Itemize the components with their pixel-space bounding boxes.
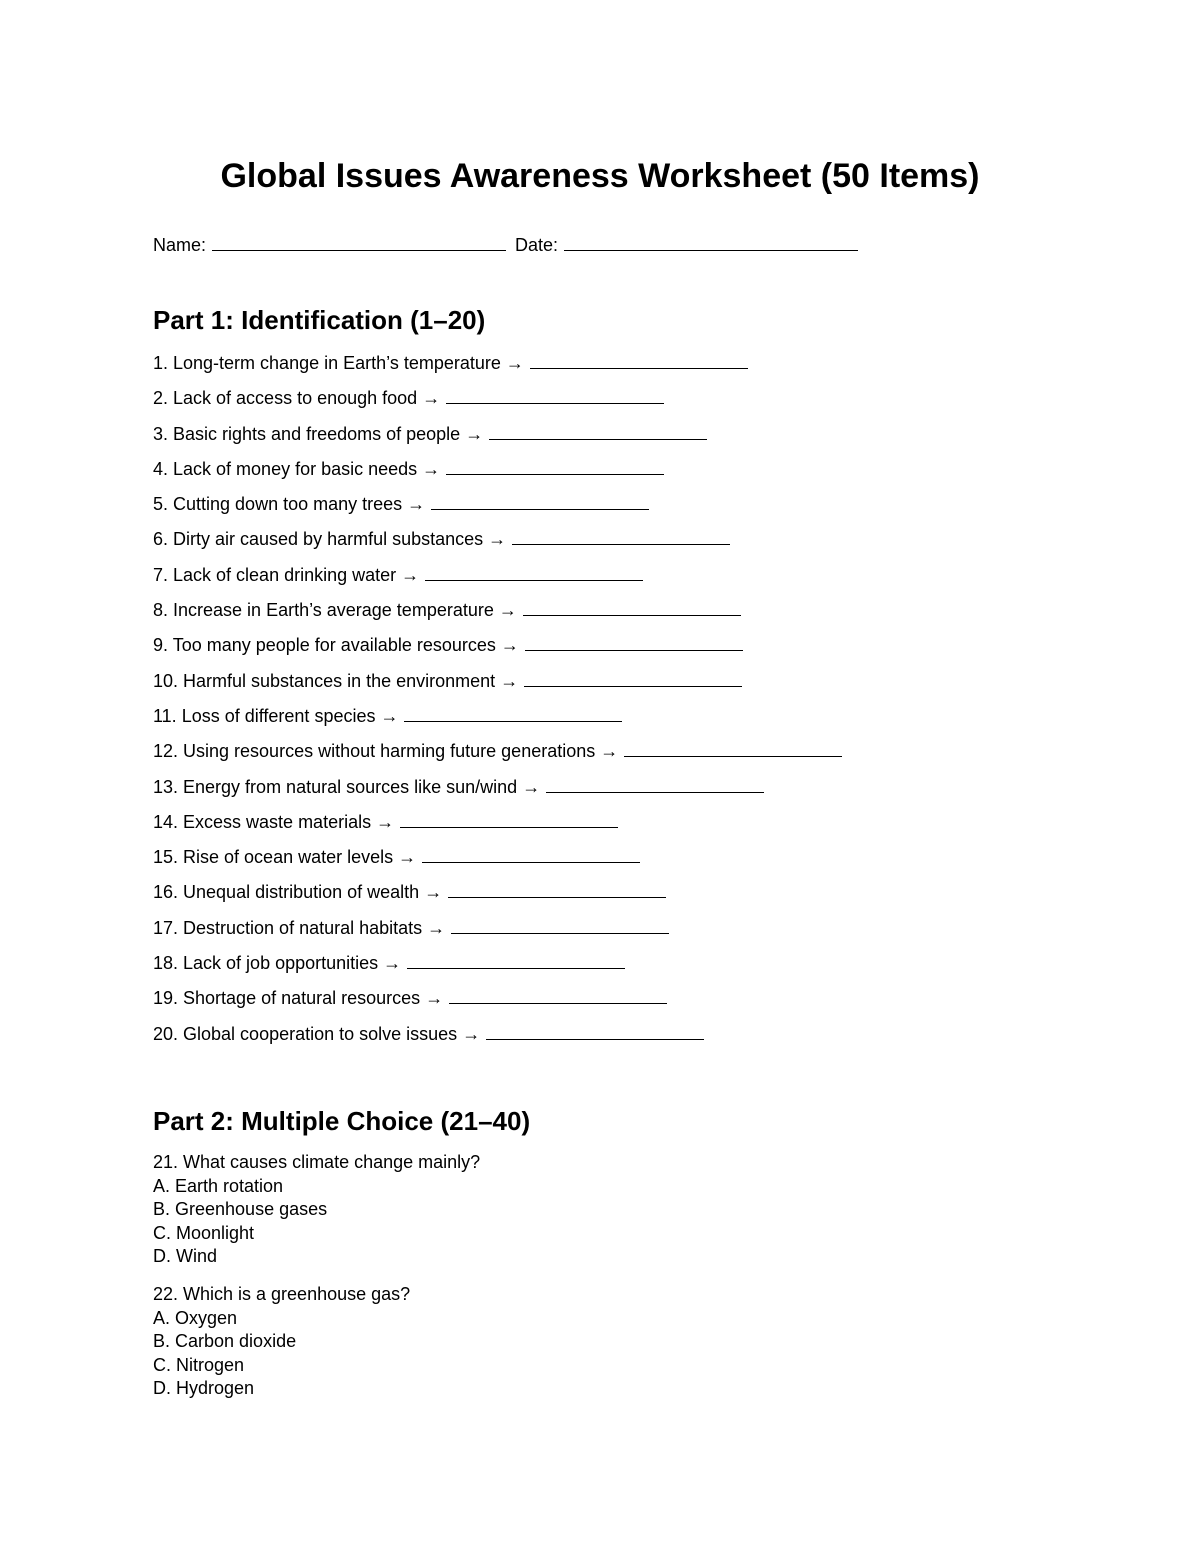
item-text: 7. Lack of clean drinking water [153,564,397,585]
arrow-icon: → [376,811,395,832]
item-text: 19. Shortage of natural resources [153,988,421,1009]
item-text: 4. Lack of money for basic needs [153,458,418,479]
arrow-icon: → [422,458,441,479]
item-text: 17. Destruction of natural habitats [153,917,423,938]
arrow-icon: → [425,988,444,1009]
answer-blank [523,597,741,616]
arrow-icon: → [500,670,519,691]
option-c: C. Moonlight [153,1222,255,1243]
identification-item [153,844,842,879]
arrow-icon: → [600,741,619,762]
answer-blank [422,844,640,863]
answer-blank [446,456,664,475]
item-text: 1. Long-term change in Earth’s temperature [153,353,501,373]
option-c: C. Nitrogen [153,1354,245,1375]
item-text: 18. Lack of job opportunities [153,953,379,974]
date-blank [564,232,858,251]
part1-heading: Part 1: Identification (1–20) [153,305,486,335]
identification-item [153,703,842,738]
name-blank [212,232,506,251]
answer-blank [486,1021,704,1040]
answer-blank [400,809,618,828]
date-label: Date: [515,235,559,255]
answer-blank [546,774,764,793]
item-text: 6. Dirty air caused by harmful substances [153,529,484,550]
option-d: D. Hydrogen [153,1378,255,1399]
answer-blank [624,738,842,757]
arrow-icon: → [401,564,420,585]
arrow-icon: → [465,423,484,444]
identification-item [153,597,842,632]
arrow-icon: → [522,776,541,797]
identification-item [153,738,842,773]
arrow-icon: → [424,882,443,903]
identification-item [153,879,842,914]
answer-blank [489,421,707,440]
question-text: 22. Which is a greenhouse gas? [153,1284,411,1304]
arrow-icon: → [383,953,402,974]
arrow-icon: → [488,529,507,550]
item-text: 2. Lack of access to enough food [153,388,418,409]
answer-blank [431,491,649,510]
multiple-choice-question [153,1151,480,1269]
identification-item [153,950,842,985]
item-text: 8. Increase in Earth’s average temperature [153,600,494,621]
part2-heading: Part 2: Multiple Choice (21–40) [153,1106,531,1136]
identification-item [153,491,842,526]
identification-item [153,632,842,667]
question-text: 21. What causes climate change mainly? [153,1152,481,1172]
option-b: B. Greenhouse gases [153,1199,328,1220]
answer-blank [449,985,667,1004]
identification-list [153,350,842,1056]
answer-blank [407,950,625,969]
option-b: B. Carbon dioxide [153,1331,297,1352]
identification-item [153,421,842,456]
identification-item [153,809,842,844]
answer-blank [451,915,669,934]
item-text: 11. Loss of different species [153,705,376,726]
multiple-choice-question [153,1283,410,1401]
answer-blank [446,385,664,404]
answer-blank [525,632,743,651]
item-text: 10. Harmful substances in the environment [153,670,496,691]
item-text: 20. Global cooperation to solve issues [153,1023,458,1044]
identification-item [153,350,842,385]
identification-item [153,985,842,1020]
identification-item [153,1021,842,1056]
answer-blank [404,703,622,722]
item-text: 12. Using resources without harming future generations [153,741,596,762]
arrow-icon: → [380,705,399,726]
arrow-icon: → [407,494,426,515]
answer-blank [512,526,730,545]
item-text: 16. Unequal distribution of wealth [153,882,420,903]
arrow-icon: → [462,1023,481,1044]
arrow-icon: → [505,353,524,373]
item-text: 9. Too many people for available resources [153,635,496,656]
arrow-icon: → [498,600,517,621]
option-d: D. Wind [153,1246,218,1267]
answer-blank [448,879,666,898]
item-text: 3. Basic rights and freedoms of people [153,423,461,444]
answer-blank [425,562,643,581]
item-text: 14. Excess waste materials [153,811,372,832]
answer-blank [524,668,742,687]
identification-item [153,668,842,703]
answer-blank [530,350,748,369]
arrow-icon: → [427,917,446,938]
item-text: 15. Rise of ocean water levels [153,847,394,868]
identification-item [153,456,842,491]
name-label: Name: [153,235,207,255]
name-date-row [153,232,862,258]
arrow-icon: → [398,847,417,868]
arrow-icon: → [500,635,519,656]
identification-item [153,385,842,420]
identification-item [153,915,842,950]
option-a: A. Earth rotation [153,1175,284,1196]
page-title: Global Issues Awareness Worksheet (50 Items) [220,157,980,195]
arrow-icon: → [422,388,441,409]
item-text: 5. Cutting down too many trees [153,494,403,515]
option-a: A. Oxygen [153,1307,238,1328]
identification-item [153,774,842,809]
identification-item [153,562,842,597]
identification-item [153,526,842,561]
item-text: 13. Energy from natural sources like sun/wind [153,776,518,797]
